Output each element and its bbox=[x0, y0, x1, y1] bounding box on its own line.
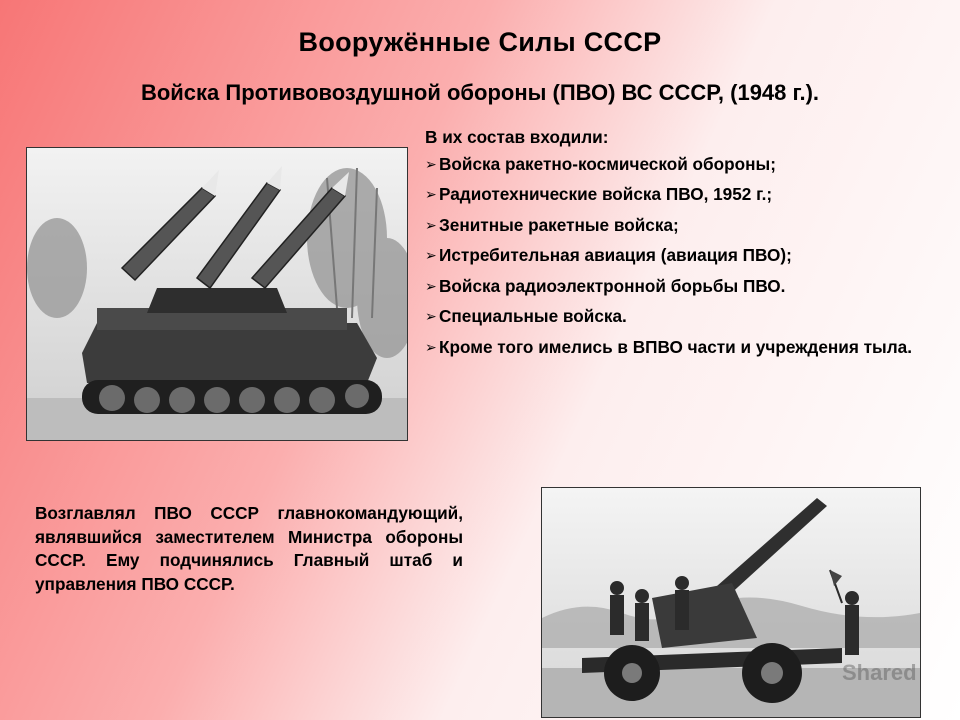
slide-subtitle: Войска Противовоздушной обороны (ПВО) ВС СССР, (1948 г.). bbox=[140, 80, 820, 105]
composition-block bbox=[425, 126, 917, 366]
arrowhead-bullet-icon: ➢ bbox=[425, 247, 437, 263]
arrowhead-bullet-icon: ➢ bbox=[425, 338, 437, 355]
list-item: ➢ Войска ракетно-космической обороны; bbox=[425, 153, 776, 174]
list-item: ➢ Войска радиоэлектронной борьбы ПВО. bbox=[425, 275, 786, 296]
composition-intro: В их состав входили: bbox=[425, 127, 609, 147]
missile-launcher-illustration bbox=[27, 148, 407, 440]
list-item: ➢ Радиотехнические войска ПВО, 1952 г.; bbox=[425, 184, 773, 204]
arrowhead-bullet-icon: ➢ bbox=[425, 155, 437, 172]
list-item: ➢ Истребительная авиация (авиация ПВО); bbox=[425, 245, 792, 265]
arrowhead-bullet-icon: ➢ bbox=[425, 186, 437, 202]
arrowhead-bullet-icon: ➢ bbox=[425, 216, 437, 233]
list-item: ➢ Зенитные ракетные войска; bbox=[425, 214, 679, 235]
command-paragraph: Возглавлял ПВО СССР главнокомандующий, являвшийся заместителем Министра обороны СССР. Ему подчинялись Главный штаб и управления ПВО СССР. bbox=[35, 503, 463, 594]
list-item: ➢ Кроме того имелись в ВПВО части и учреждения тыла. bbox=[425, 336, 912, 357]
arrowhead-bullet-icon: ➢ bbox=[425, 277, 437, 294]
list-item: ➢ Специальные войска. bbox=[425, 306, 627, 326]
shared-watermark bbox=[782, 660, 917, 686]
arrowhead-bullet-icon: ➢ bbox=[425, 308, 437, 324]
slide-title: Вооружённые Силы СССР bbox=[298, 27, 662, 57]
missile-launcher-photo bbox=[26, 147, 408, 441]
watermark-text: Shared bbox=[842, 660, 917, 685]
composition-list bbox=[425, 153, 917, 359]
